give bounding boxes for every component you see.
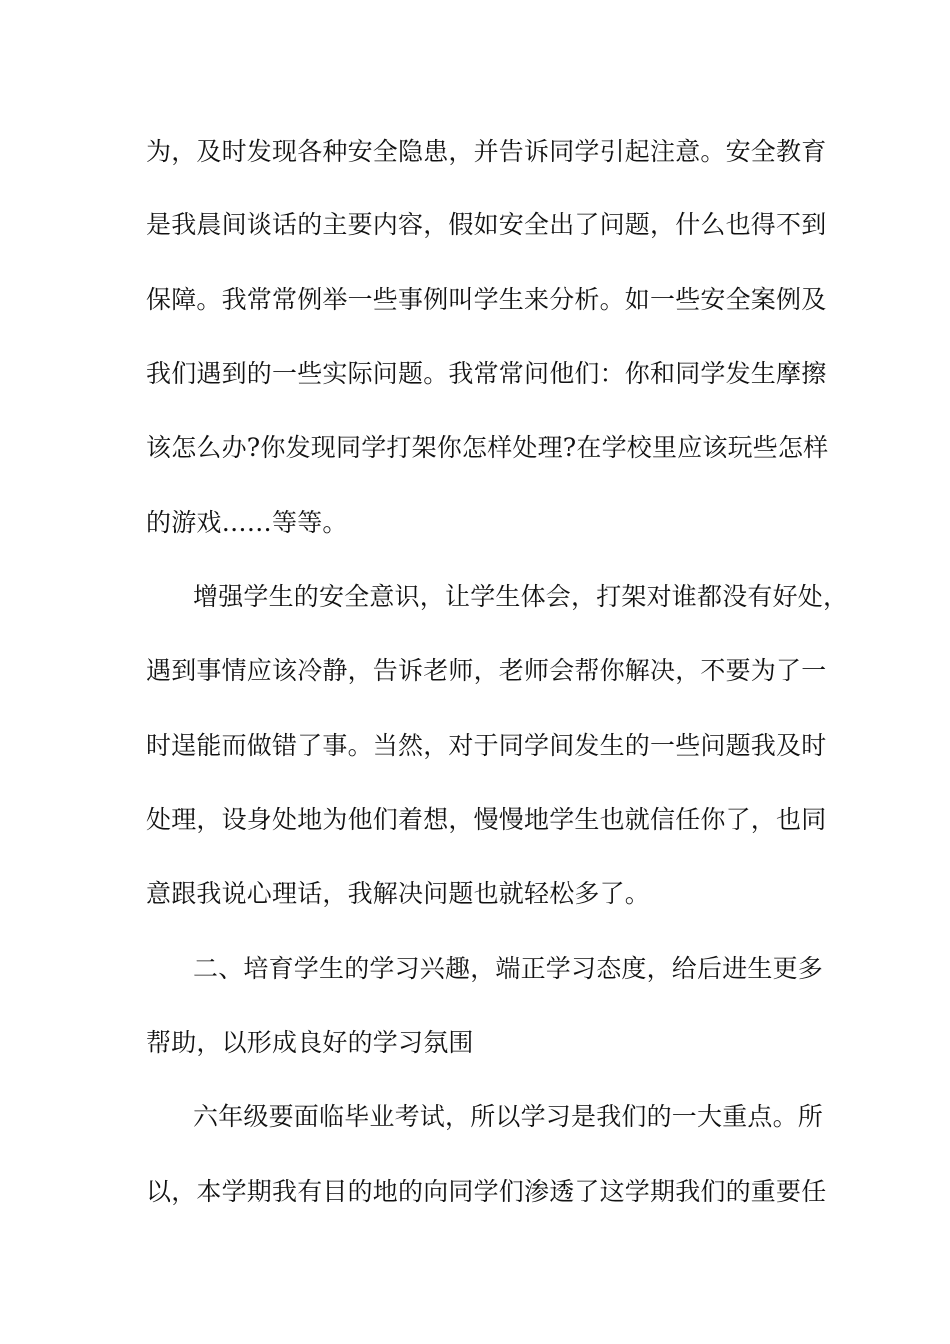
text-line: 的游戏……等等。 xyxy=(146,508,348,537)
section-heading-line: 帮助，以形成良好的学习氛围 xyxy=(146,1028,474,1057)
text-line: 我们遇到的一些实际问题。我常常问他们：你和同学发生摩擦 xyxy=(146,359,827,388)
text-line: 意跟我说心理话，我解决问题也就轻松多了。 xyxy=(146,879,651,908)
text-line: 时逞能而做错了事。当然，对于同学间发生的一些问题我及时 xyxy=(146,731,827,760)
text-line: 该怎么办?你发现同学打架你怎样处理?在学校里应该玩些怎样 xyxy=(146,433,829,462)
text-line: 遇到事情应该冷静，告诉老师，老师会帮你解决，不要为了一 xyxy=(146,656,827,685)
text-line: 保障。我常常例举一些事例叫学生来分析。如一些安全案例及 xyxy=(146,285,827,314)
text-line-indented: 增强学生的安全意识，让学生体会，打架对谁都没有好处， xyxy=(193,582,849,611)
text-line: 处理，设身处地为他们着想，慢慢地学生也就信任你了，也同 xyxy=(146,805,827,834)
text-line-indented: 六年级要面临毕业考试，所以学习是我们的一大重点。所 xyxy=(193,1102,824,1131)
section-heading-line: 二、培育学生的学习兴趣，端正学习态度，给后进生更多 xyxy=(193,954,824,983)
text-line: 为，及时发现各种安全隐患，并告诉同学引起注意。安全教育 xyxy=(146,137,827,166)
text-line: 以，本学期我有目的地的向同学们渗透了这学期我们的重要任 xyxy=(146,1177,827,1206)
text-line: 是我晨间谈话的主要内容，假如安全出了问题，什么也得不到 xyxy=(146,210,827,239)
